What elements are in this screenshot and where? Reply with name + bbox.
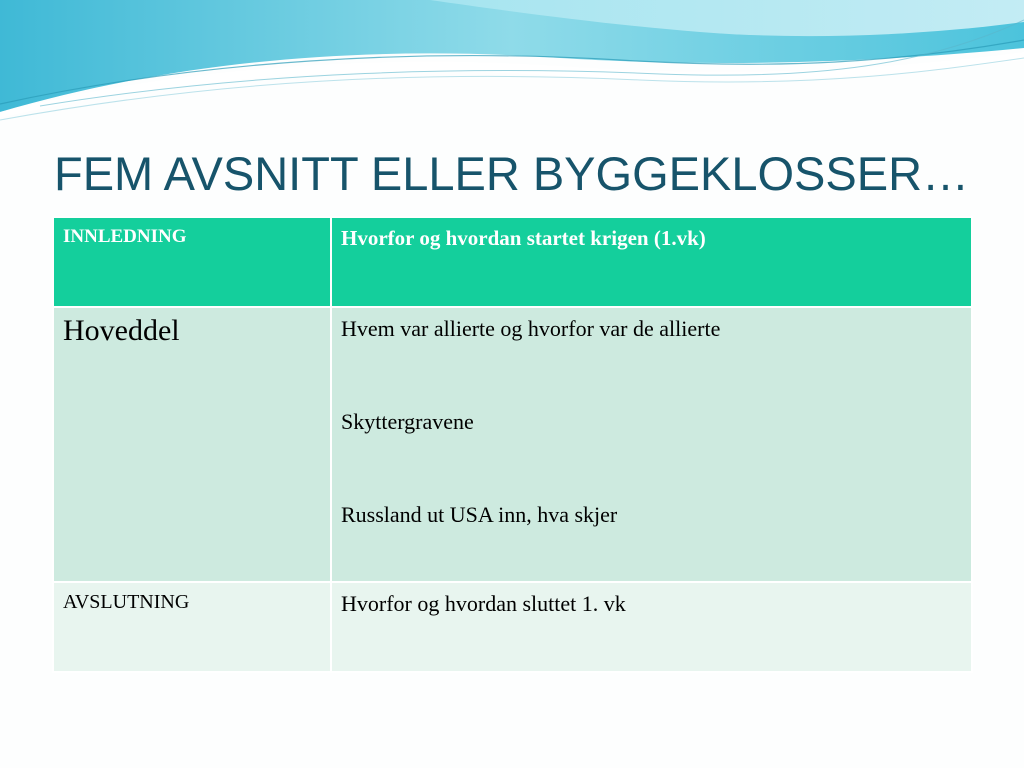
- main-item-russia-usa: Russland ut USA inn, hva skjer: [341, 502, 618, 527]
- table-row-main-part: [53, 307, 972, 582]
- label-main-part: Hoveddel: [53, 307, 331, 582]
- content-conclusion: Hvorfor og hvordan sluttet 1. vk: [331, 582, 972, 672]
- structure-table: [52, 216, 973, 673]
- main-item-trenches: Skyttergravene: [341, 409, 474, 434]
- label-introduction: INNLEDNING: [53, 217, 331, 307]
- table-row-introduction: [53, 217, 972, 307]
- content-introduction: Hvorfor og hvordan startet krigen (1.vk): [331, 217, 972, 307]
- wave-decoration: [0, 0, 1024, 130]
- main-item-allies: Hvem var allierte og hvorfor var de allierte: [341, 316, 721, 341]
- label-conclusion: AVSLUTNING: [53, 582, 331, 672]
- content-main-part: [331, 307, 972, 582]
- slide-title: FEM AVSNITT ELLER BYGGEKLOSSER…: [54, 147, 970, 200]
- table-row-conclusion: [53, 582, 972, 672]
